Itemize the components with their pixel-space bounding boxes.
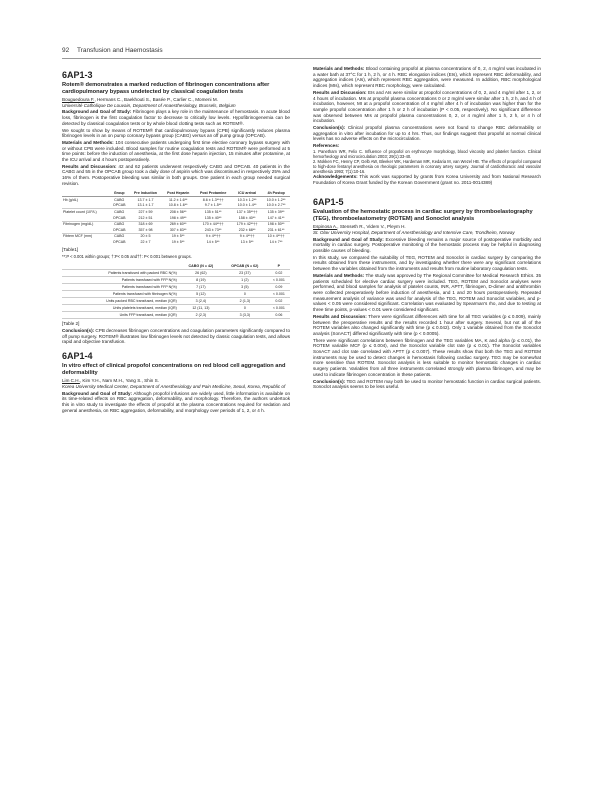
table1-value: 10.0 ± 1.4** <box>237 203 257 208</box>
table1-group: OPCAB <box>112 215 126 220</box>
table2-value: 26 (62) <box>180 270 222 277</box>
methods-text: 104 consecutive patients undergoing first time elective coronary bypass surgery with or without CPB were included. Blood samples for routine coagulation tests and ROTEM® were performed at 5 time points: before the induction of anesthesia, at the first dose heparin injection, 15 minutes after protamine, at the ICU arrival and 4 hours postoperatively. <box>62 139 290 163</box>
table1-value: 22 ± 7 <box>140 239 151 244</box>
right-column <box>313 66 541 391</box>
presenting-author-5: Espinosa A. <box>313 224 338 230</box>
table1-value: 14 ± 5** <box>206 239 220 244</box>
reference-1: 1. Panetham WR, Felix C. Influence of propofol on erythrocyte morphology, blood viscosity and platelet function. Clinical hemorheology and microcirculation 2003; 29(1):33-40. <box>313 148 541 159</box>
table1-param: Fibrinogen (mg/dL) <box>62 221 110 227</box>
methods-label: Materials and Methods: <box>313 66 365 71</box>
table2-label: Units packed RBC transfused, median (IQR) <box>62 298 180 305</box>
table1-value: 231 ± 61** <box>267 227 285 232</box>
table1-value: 10 ± 4**†† <box>262 233 290 239</box>
table1-value: 158 ± 40** <box>238 215 256 220</box>
table2-label: Patients transfused with FFP N(%) <box>62 277 180 284</box>
methods-5 <box>313 273 541 313</box>
table1-value: 9 ± 4**†† <box>232 233 262 239</box>
table2-value: 0.09 <box>268 284 290 291</box>
ack-label: Acknowledgements: <box>313 173 358 179</box>
table1-value: 13.1 ± 1.7 <box>137 203 154 208</box>
journal-title: Transfusion and Haemostasis <box>76 47 163 54</box>
table1-header-cell: Group <box>110 191 129 197</box>
table2-value: 3 (5) <box>222 284 268 291</box>
table1-value: 10.0 ± 2.7** <box>266 203 286 208</box>
table1-value: 13.7 ± 1.7 <box>137 197 154 202</box>
results-5 <box>313 314 541 337</box>
background-label: Background and Goal of Study: <box>62 390 133 396</box>
ack-text: This work was supported by grants from Korea University and from National Research Foundation of Korea Grant funded by the Korean Government (grant no. 2011-0014389) <box>313 173 541 185</box>
background-5b: In this study, we compared the suitability of TEG, ROTEM and Sonoclot in cardiac surgery by comparing the results obtained from these instruments, and by investigating whether there were any significant correlations between the variables obtained from the instruments and results from routine laboratory coagulation tests. <box>313 254 541 272</box>
conclusion-3 <box>62 328 290 345</box>
methods-text: The study was approved by The Regional Committee for Medical Research Ethics. 35 patients scheduled for elective cardiac surgery were included. TEG, ROTEM and Sonoclot analyses were performed, and blood samples for analysis of platelet counts, INR, APTT, fibrinogen, D-dimer and antithrombin were collected preoperatively before induction of anesthesia, and 1 and 20 hours postoperatively. Repeated measurement analysis of variance was used for analysis of the TEG, ROTEM and Sonoclot variables, and p-values < 0.05 were considered significant. Correlation was evaluated by Spearman's rho, and due to testing at three time points, p-values < 0.01 were considered significant. <box>313 272 541 313</box>
table-row <box>62 284 290 291</box>
results-text: 42 and 62 patients underwent respectively CABG and OPCAB. 40 patients in the CABG and 55 in the OPCAB group took a daily dose of aspirin which was discontinued in respectively 25% and 16% of them. Postoperative bleeding was similar in both groups. One patient in each group needed surgical revision. <box>62 163 290 186</box>
results-label: Results and Discussion: <box>313 313 367 319</box>
table1-value: 10.3 ± 1.2** <box>237 197 257 202</box>
results-5b: There were significant correlations between fibrinogen and the TEG variables MA, K and alpha (p ≤ 0.01), the ROTEM variable MCF (p ≤ 0.004), and the Sonoclot variable clot rate (p ≤ 0.01). The Sonoclot variables SonACT and clot rate correlated with APTT (p ≤ 0.007). These results show that both the TEG and ROTEM instruments may be used to detect changes in hemostasis following cardiac surgery. TEG may be somewhat more sensitive than ROTEM. Sonoclot analysis is less suitable to monitor hemostatic changes in cardiac surgery patients. Variables from all three instruments correlated strongly with plasma fibrinogen, and may be used to indicate fibrinogen concentration in these patients. <box>313 337 541 377</box>
background-3b: We sought to show by means of ROTEM® that cardiopulmonary bypass (CPB) significantly reduces plasma fibrinogen levels in an on pump coronary bypass group (CABG) versus an off pump group (OPCAB). <box>62 127 290 139</box>
table2-value: 3 (2,4) <box>180 298 222 305</box>
table2-header-cell: CABG (N = 42) <box>180 263 222 270</box>
reference-2: 2. Mokken FC, Henny CP, Gelb AW, Bleeker WK, Hardeman MR, Kedaria M, van Wezel HB. The effects of propofol compared to high-dose fentanyl anesthesia on rheologic parameters in coronary artery surgery. Journal of cardiothoracic and vascular anesthesia 1993; 7(1):10-16. <box>313 158 541 174</box>
table2-value: 5 (12) <box>180 291 222 298</box>
table1-value: 9 ± 4**†† <box>194 233 232 239</box>
table1-value: 208 ± 56** <box>162 209 194 215</box>
table1-value: 318 ± 69 <box>129 221 162 227</box>
table2-wrap <box>62 263 290 319</box>
background-text: Fibrinogen plays a key role in the maintenance of hemostasis. In acute blood loss, fibrinogen is the first coagulation factor to decrease to critically low levels. Hypofibrinogenemia can be detected by classical coagulation tests or by whole blood clotting tests such as ROTEM®. <box>62 109 290 126</box>
methods-label: Materials and Methods: <box>313 272 365 278</box>
table1-param <box>62 239 110 245</box>
methods-4 <box>313 66 541 89</box>
table2-caption: [Table 2] <box>62 321 80 327</box>
table1-value: 243 ± 73** <box>204 227 222 232</box>
table2-label: Patients transfused with FFP N(%) <box>62 284 180 291</box>
table1-param: Hb (g/dL) <box>63 197 78 202</box>
table1-value: 11.2 ± 1.6** <box>168 197 188 202</box>
table1-value: 10.8 ± 1.6** <box>168 203 188 208</box>
background-label: Background and Goal of Study: <box>62 109 132 115</box>
table1-group: OPCAB <box>112 239 126 244</box>
table1-value: 179 ± 42**†† <box>232 221 262 227</box>
results-3 <box>62 164 290 187</box>
table2-value: 0.02 <box>268 298 290 305</box>
affiliation-5: St. Olav University Hospital, Department of Anesthesiology and Intensive Care, Trondheim, Norway <box>313 229 515 235</box>
left-column <box>62 66 290 414</box>
table1-value: 19 ± 5** <box>162 233 194 239</box>
page-header <box>62 47 169 54</box>
affiliation-3: Université Catholique De Louvain, Department of Anaesthesiology, Brussels, Belgium <box>62 102 236 108</box>
abstract-title-3: Rotem® demonstrates a marked reduction of fibrinogen concentrations after cardiopulmonary bypass undetected by classical coagulation tests <box>62 82 270 95</box>
table2-label: Patients transfused with fibrinogen N(%) <box>62 291 180 298</box>
table1-caption: [Table1] <box>62 246 79 252</box>
background-5 <box>313 237 541 254</box>
table1-header-cell: Post Heparin <box>162 191 194 197</box>
background-text: Although propofol infusions are widely used, little information is available on its time-related effects on RBC aggregation, deformability, and morphology. Therefore, the authors undertook this in vitro study to investigate the effects of propofol at the plasma concentrations required for sedation and general anesthesia, on RBC aggregation, deformability, and morphology over periods of 1, 2, or 4 h. <box>62 390 290 413</box>
table2-value: < 0.001 <box>268 291 290 298</box>
table1-header-cell: 4h Postop <box>262 191 290 197</box>
results-text: EIs and AIs were similar at propofol concentrations of 0, 2, and 4 mg/ml after 1, 2, or 4 hours of incubation. MIs at propofol plasma concentrations 0 or 2 mg/ml were similar after 1 h, 2 h, and 4 h of incubation, however, MI at a propofol concentration of 4 mg/ml after 4 h of incubation was higher than for the sample propofol concentration after 1 h or 2 h of incubation (P < 0.05, respectively). No significant difference was observed between MIs at propofol plasma concentrations 0, 2, or 4 mg/ml after 1 h, 2 h, or 4 h of incubation. <box>313 89 541 124</box>
coauthors-3: , Hermans C., Baekhouti S., Basée P., Carlier C., Momeni M. <box>94 97 218 102</box>
conclusion-text: TEG and ROTEM may both be used to monitor hemostatic function in cardiac surgical patients. Sonoclot analysis seems to be less useful. <box>313 378 541 390</box>
table2-label: Patients transfused with packed RBC N(%) <box>62 270 180 277</box>
coauthors-4: , Kim Y.H., Nam M.H., Yang S., Shin S. <box>79 378 159 384</box>
table1-value: 19 ± 5** <box>171 239 185 244</box>
conclusion-text: Clinical propofol plasma concentrations were not found to change RBC deformability or aggregation in vitro after incubation for up to 4 hrs. Thus, our findings suggest that propofol at normal clinical levels has no adverse effects on the microcirculation. <box>313 125 541 142</box>
abstract-id-4: 6AP1-4 <box>62 351 93 362</box>
table1-value: 9.7 ± 1.5** <box>204 203 222 208</box>
methods-3 <box>62 140 290 163</box>
table-row <box>62 312 290 319</box>
table1-value: 269 ± 60** <box>162 221 194 227</box>
table1-group: CABG <box>110 209 129 215</box>
table1-param: Platelet count (10⁹/L) <box>62 209 110 215</box>
table1-group: OPCAB <box>112 227 126 232</box>
page-number: 92 <box>62 47 70 54</box>
conclusion-4 <box>313 125 541 142</box>
table-row <box>62 291 290 298</box>
table1-wrap <box>62 191 290 245</box>
table1-header-cell: Post Protamine <box>194 191 232 197</box>
header-rule <box>62 58 541 59</box>
table-row <box>62 277 290 284</box>
table1-group: CABG <box>114 197 125 202</box>
table1-value: 135 ± 40** <box>204 215 222 220</box>
table1-value: 198 ± 49** <box>169 215 187 220</box>
table1-value: 135 ± 39** <box>262 209 290 215</box>
table-1 <box>62 191 290 245</box>
table1-value: 137 ± 35**†† <box>232 209 262 215</box>
table1-value: 13 ± 5** <box>240 239 254 244</box>
conclusion-label: Conclusion(s): <box>62 328 95 333</box>
abstract-id-3: 6AP1-3 <box>62 70 93 80</box>
table1-value: 8.6 ± 1.3**†† <box>202 197 224 202</box>
table1-value: 232 ± 68** <box>238 227 256 232</box>
results-text: There were significant differences with time for all TEG variables (p ≤ 0.009), mainly between the preoperative results and the results recorded 1 hour after surgery. Several, but not all of the ROTEM variables also changed significantly with time (p ≤ 0.042). Only 1 variable obtained from the Sonoclot analysis (SonACT) differed significantly with time (p < 0.0005). <box>313 313 541 336</box>
table2-value: 3 (3,3) <box>222 312 268 319</box>
table1-value: 170 ± 44**†† <box>194 221 232 227</box>
table1-value: 135 ± 51** <box>194 209 232 215</box>
table2-value: 12 (11, 13) <box>180 305 222 312</box>
affiliation-4: Korea University Medical Center, Department of Anesthesiology and Pain Medicine, Seoul, Korea, Republic of <box>62 383 286 389</box>
table2-value: 8 (19) <box>180 277 222 284</box>
table2-value: < 0.001 <box>268 305 290 312</box>
coauthors-5: , Stenseth R., Videm V., Pleym H. <box>337 224 406 230</box>
conclusion-5 <box>313 379 541 390</box>
table2-value: 2 (1,3) <box>222 298 268 305</box>
table2-value: 0 <box>222 291 268 298</box>
references-heading: References: <box>313 143 340 149</box>
table-row <box>62 209 290 215</box>
presenting-author-3: Bouguedoura F. <box>62 97 95 102</box>
results-4 <box>313 90 541 124</box>
table1-value: 14 ± 7** <box>269 239 283 244</box>
table-row <box>62 298 290 305</box>
table-row <box>62 270 290 277</box>
table1-group: OPCAB <box>112 203 126 208</box>
background-4 <box>62 391 290 414</box>
table2-value: 7 (17) <box>180 284 222 291</box>
table2-value: 23 (37) <box>222 270 268 277</box>
background-label: Background and Goal of Study: <box>313 236 384 242</box>
table2-value: 0 <box>222 305 268 312</box>
background-3 <box>62 109 290 126</box>
table2-header-cell: P <box>268 263 290 270</box>
abstract-id-5: 6AP1-5 <box>313 197 344 208</box>
table1-value: 357 ± 98 <box>138 227 153 232</box>
results-label: Results and Discussion: <box>62 163 117 169</box>
table1-value: 147 ± 41** <box>267 215 285 220</box>
conclusion-label: Conclusion(s): <box>313 125 346 131</box>
table1-param: Fibtem MCF (mm) <box>62 233 110 239</box>
table2-value: 2 (2,3) <box>180 312 222 319</box>
table1-value: 212 ± 51 <box>138 215 153 220</box>
table-row <box>62 239 290 245</box>
table1-value: 307 ± 83** <box>169 227 187 232</box>
table2-value: 0.06 <box>268 312 290 319</box>
table2-value: < 0.001 <box>268 277 290 284</box>
table2-value: 1 (2) <box>222 277 268 284</box>
table2-label: Units platelets transfused, median (IQR) <box>62 305 180 312</box>
table1-note: **:P < 0.001 within groups; †:P< 0.05 and††: P< 0.001 between groups. <box>62 253 192 259</box>
table1-group: CABG <box>110 221 129 227</box>
conclusion-label: Conclusion(s): <box>313 378 346 384</box>
presenting-author-4: Lim C.H. <box>62 378 80 384</box>
methods-label: Materials and Methods: <box>62 139 114 145</box>
table2-label: Units FFP transfused, median (IQR) <box>62 312 180 319</box>
results-label: Results and Discussion: <box>313 89 367 95</box>
table1-value: 198 ± 50** <box>262 221 290 227</box>
abstract-title-5: Evaluation of the hemostatic process in cardiac surgery by thromboelastography (TEG), thromboelastometry (ROTEM) and Sonoclot analysis <box>313 209 533 223</box>
table-row <box>62 305 290 312</box>
table1-value: 20 ± 5 <box>129 233 162 239</box>
table-2 <box>62 263 290 319</box>
table1-header-cell: ICU arrival <box>232 191 262 197</box>
table2-value: 0.02 <box>268 270 290 277</box>
table1-value: 227 ± 59 <box>129 209 162 215</box>
table1-header-cell: Pre Induction <box>129 191 162 197</box>
table1-group: CABG <box>110 233 129 239</box>
acknowledgements <box>313 174 541 185</box>
table1-value: 10.0 ± 1.2** <box>266 197 286 202</box>
methods-text: Blood containing propofol at plasma concentrations of 0, 2, 4 mg/ml was incubated in a water bath at 37°C for 1 h, 2 h, or 4 h. RBC elongation indices (EIs), which represent RBC deformability, and aggregation indices (AIs), which represent RBC aggregation, were measured. In addition, RBC morphological indices (MIs), which represent RBC morphology, were calculated. <box>313 66 541 89</box>
background-text: Excessive bleeding remains a major source of postoperative morbidity and mortality in cardiac surgery. Postoperative monitoring of the hemostatic process may be helpful in diagnosing possible causes of bleeding. <box>313 236 541 254</box>
conclusion-text: CPB decreases fibrinogen concentrations and coagulation parameters significantly compared to off pump surgery. ROTEM® illustrates low fibrinogen levels not detected by classic coagulation tests, and allows rapid and objective transfusion. <box>62 328 291 345</box>
abstract-title-4: In vitro effect of clinical propofol concentrations on red blood cell aggregation and deformability <box>62 363 286 377</box>
table2-header-cell: OPCAB (N = 62) <box>222 263 268 270</box>
